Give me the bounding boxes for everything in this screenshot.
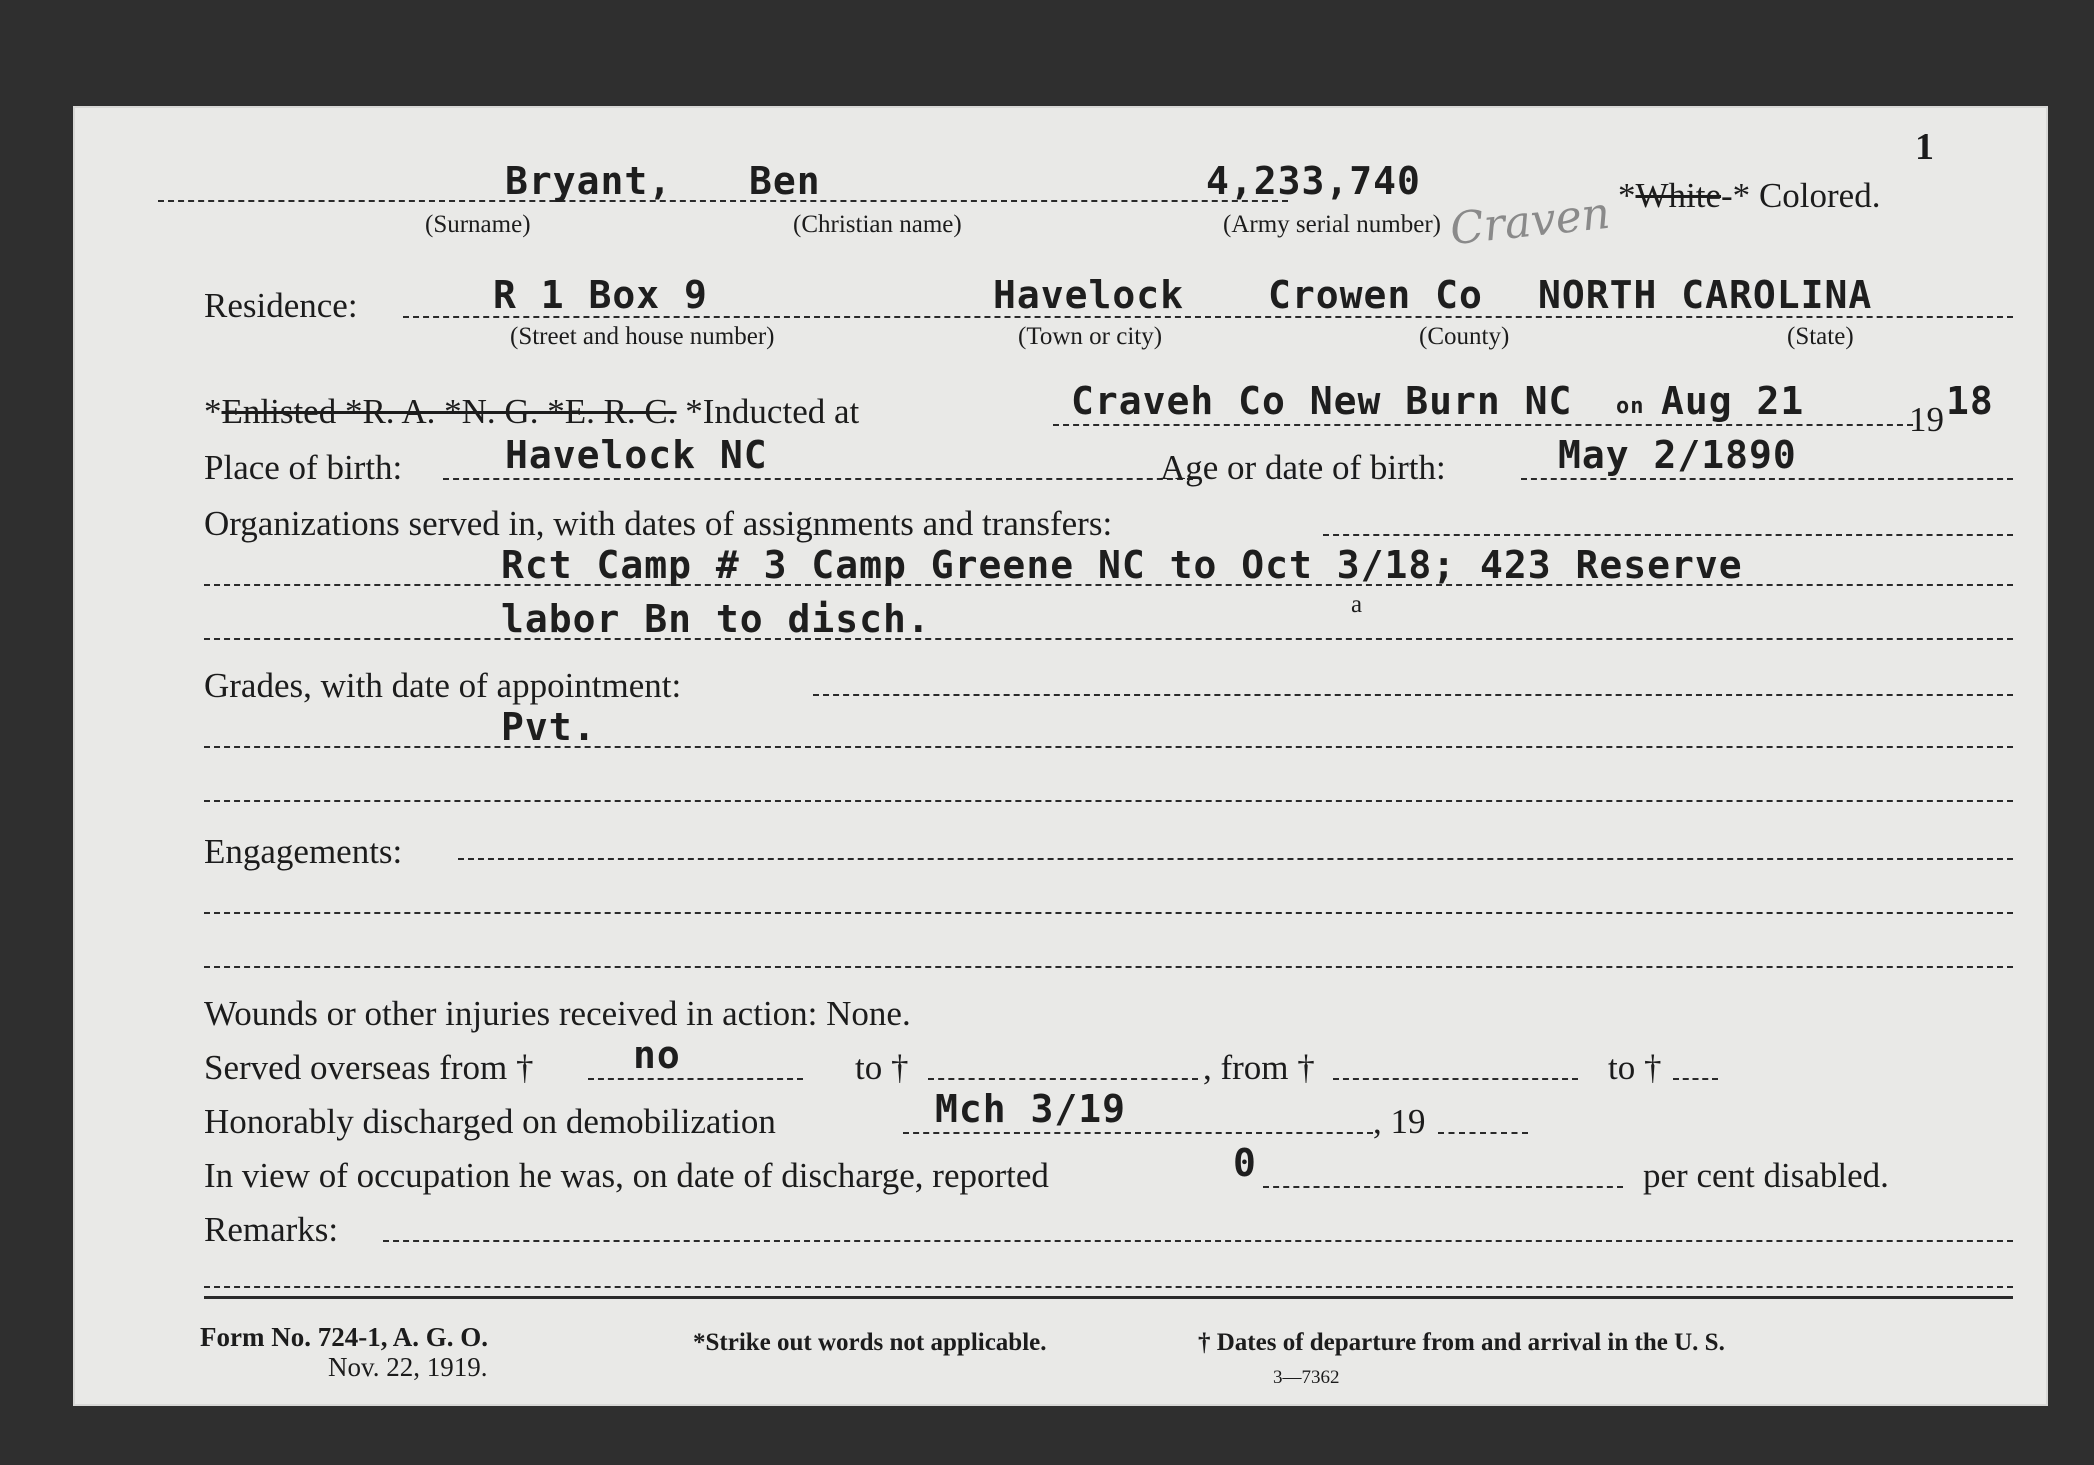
enlistment-labels [204,394,859,429]
grades-value: Pvt. [501,705,597,749]
form-number: Form No. 724-1, A. G. O. [200,1322,488,1352]
disability-line [1263,1186,1623,1188]
induction-date: Aug 21 [1661,379,1805,423]
street-caption: (Street and house number) [510,323,775,350]
date-of-birth-value: May 2/1890 [1558,433,1797,477]
residence-town: Havelock [993,273,1185,317]
induction-line [1053,424,1913,426]
overseas-to2-line [1673,1078,1718,1080]
residence-county: Crowen Co [1268,273,1483,317]
engagements-line-0 [458,858,2013,860]
race-white-struck: White [1635,176,1722,215]
birth-place-line [443,478,1193,480]
organizations-label: Organizations served in, with dates of assignments and transfers: [204,504,1113,543]
footer-rule [204,1296,2013,1299]
discharge-line [903,1132,1373,1134]
org-line-2 [204,638,2013,640]
overseas-label: Served overseas from † [204,1048,534,1087]
overseas-from-line [588,1078,803,1080]
disability-value: 0 [1233,1141,1257,1185]
residence-state: NORTH CAROLINA [1538,273,1873,317]
christian-name-caption: (Christian name) [793,211,962,238]
year-prefix: 19 [1909,400,1944,439]
grades-label: Grades, with date of appointment: [204,666,682,705]
surname-value: Bryant, [505,159,673,203]
remarks-line-1 [204,1286,2013,1288]
footnote-dates: † Dates of departure from and arrival in the U. S. [1198,1329,1725,1356]
serial-number-value: 4,233,740 [1206,159,1421,203]
on-struck: on [1616,394,1645,419]
residence-label: Residence: [204,286,358,325]
race-star: * [1618,176,1636,215]
overseas-to-line [928,1078,1198,1080]
overseas-from-value: no [633,1033,681,1077]
grades-line-0 [813,694,2013,696]
engagements-line-1 [204,912,2013,914]
remarks-line-0 [383,1240,2013,1242]
disability-label: In view of occupation he was, on date of discharge, reported [204,1156,1049,1195]
discharge-date: Mch 3/19 [935,1087,1127,1131]
name-line [158,200,1288,202]
inducted-at-label: *Inducted at [685,392,860,431]
discharge-label: Honorably discharged on demobilization [204,1102,776,1141]
wounds-text: Wounds or other injuries received in action: None. [204,994,911,1033]
induction-place: Craveh Co New Burn NC [1071,379,1573,423]
enlistment-star: * [204,392,222,431]
race-colored: Colored. [1758,176,1881,215]
grades-line-1 [204,746,2013,748]
organizations-line-1: Rct Camp # 3 Camp Greene NC to Oct 3/18; 423 Reserve [501,543,1743,587]
service-record-card [73,106,2048,1406]
date-of-birth-label: Age or date of birth: [1160,448,1446,487]
remarks-label: Remarks: [204,1210,339,1249]
state-caption: (State) [1787,323,1854,350]
residence-street: R 1 Box 9 [493,273,708,317]
overseas-from2-line [1333,1078,1578,1080]
disability-suffix: per cent disabled. [1643,1156,1889,1195]
organizations-mark: a [1351,591,1363,618]
discharge-year: , 19 [1373,1102,1426,1141]
enlistment-struck: Enlisted *R. A. *N. G. *E. R. C. [221,392,677,431]
christian-name-value: Ben [749,159,821,203]
race-star-2: -* [1721,176,1751,215]
card-number: 1 [1915,126,1934,168]
overseas-to2-label: to † [1608,1048,1662,1087]
overseas-from2-label: , from † [1203,1048,1315,1087]
town-caption: (Town or city) [1018,323,1163,350]
race-options [1618,178,1880,213]
organizations-line-2: labor Bn to disch. [501,597,931,641]
discharge-year-line [1438,1132,1528,1134]
handwritten-annotation: Craven [1447,187,1613,256]
engagements-label: Engagements: [204,832,403,871]
overseas-to-label: to † [855,1048,909,1087]
org-line-0 [1323,534,2013,536]
grades-line-2 [204,800,2013,802]
print-code: 3—7362 [1273,1367,1340,1388]
county-caption: (County) [1419,323,1510,350]
engagements-line-2 [204,966,2013,968]
birth-date-line [1521,478,2013,480]
surname-caption: (Surname) [425,211,531,238]
place-of-birth-value: Havelock NC [505,433,768,477]
footnote-strike: *Strike out words not applicable. [693,1329,1047,1356]
induction-year: 18 [1946,379,1994,423]
form-date: Nov. 22, 1919. [328,1352,488,1382]
place-of-birth-label: Place of birth: [204,448,403,487]
serial-caption: (Army serial number) [1223,211,1441,238]
